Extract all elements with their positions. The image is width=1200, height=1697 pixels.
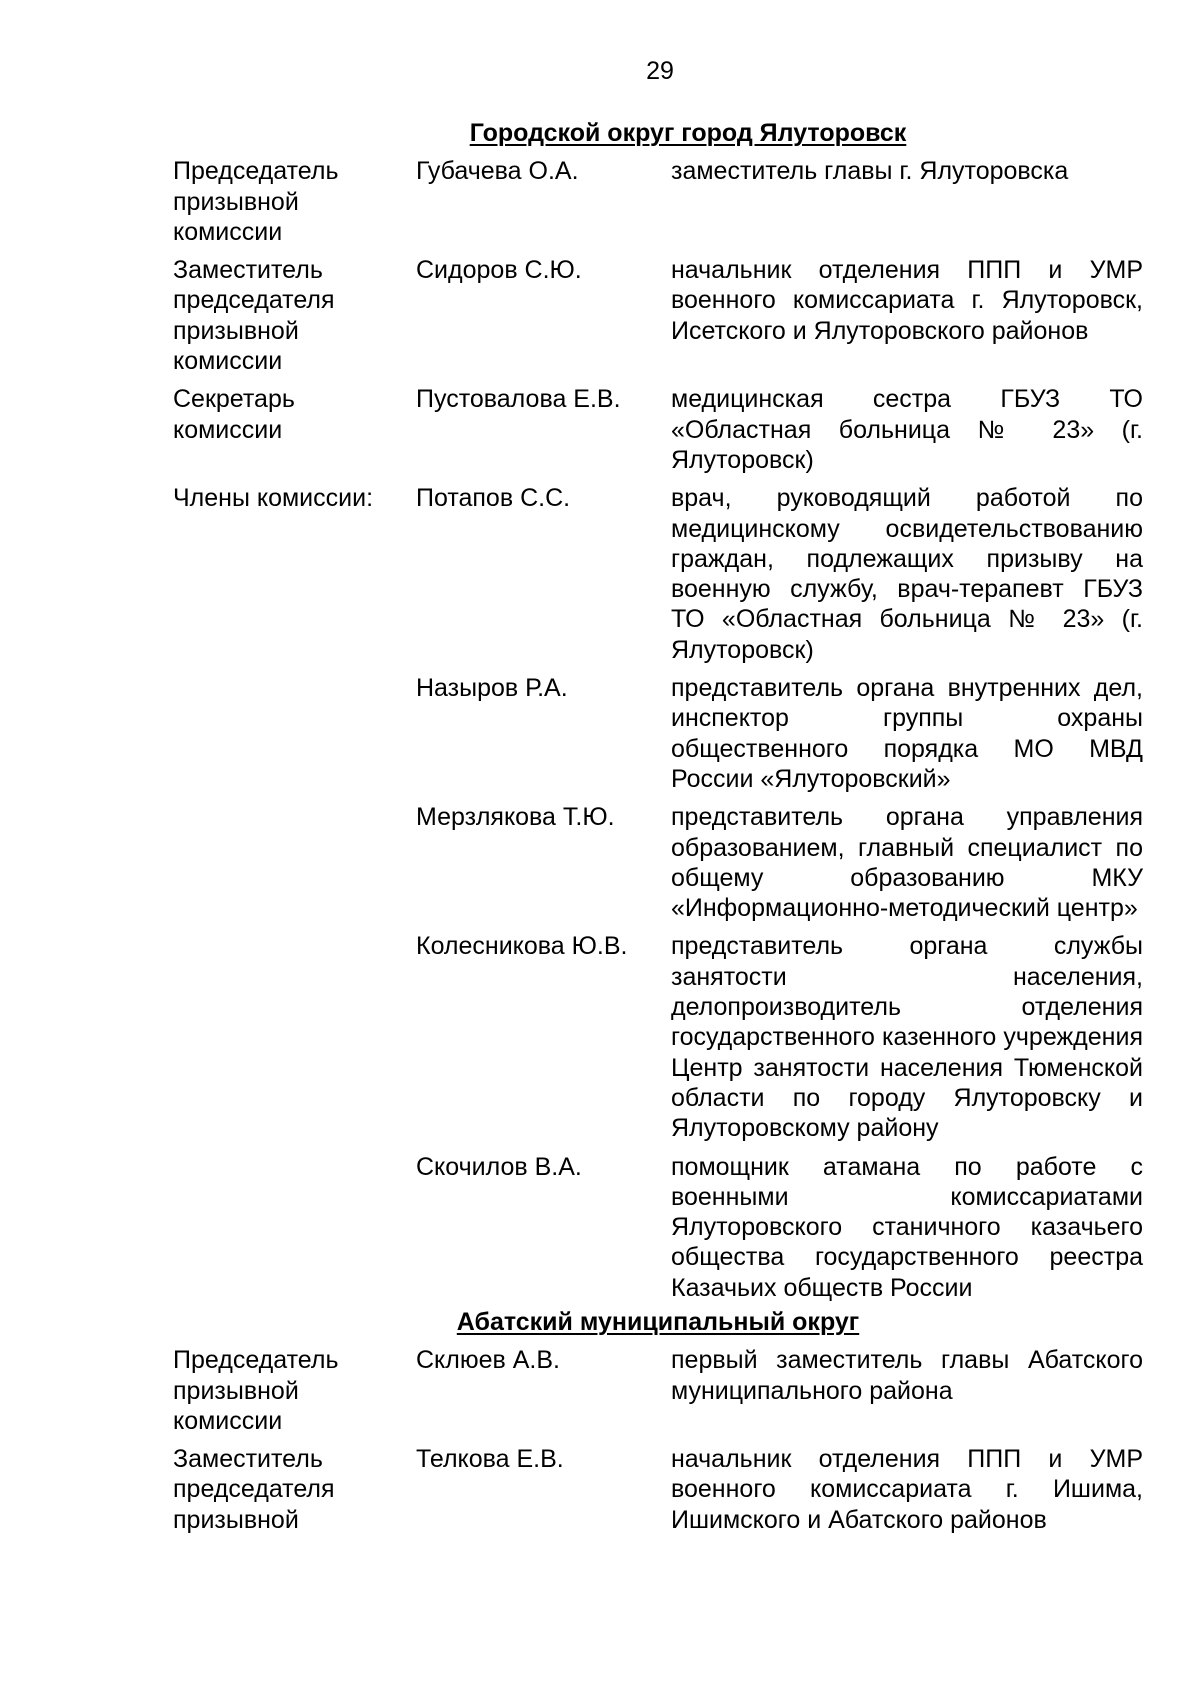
commission-row: [173, 802, 1143, 923]
member-name: Колесникова Ю.В.: [416, 932, 628, 961]
role-label: Председатель призывной комиссии: [173, 157, 339, 246]
member-position: медицинская сестра ГБУЗ ТО «Областная больница № 23» (г. Ялуторовск): [671, 385, 1143, 474]
member-position: заместитель главы г. Ялуторовска: [671, 157, 1069, 186]
role-label: Заместитель председателя призывной комиссии: [173, 256, 335, 376]
member-name: Мерзлякова Т.Ю.: [416, 803, 615, 832]
commission-row: [173, 384, 1143, 475]
member-name: Склюев А.В.: [416, 1346, 560, 1375]
member-position: врач, руководящий работой по медицинскому освидетельствованию граждан, подлежащих призыву на военную службу, врач-терапевт ГБУЗ ТО «Областная больница № 23» (г. Ялуторовск): [671, 484, 1143, 664]
commission-row: [173, 673, 1143, 794]
page-number: 29: [646, 57, 674, 85]
member-position: представитель органа службы занятости населения, делопроизводитель отделения государственного казенного учреждения Центр занятости населения Тюменской области по городу Ялуторовску и Ялуторовскому району: [671, 932, 1143, 1143]
section-yalutorovsk: [173, 118, 1143, 1303]
commission-row: [173, 931, 1143, 1143]
member-position: представитель органа управления образованием, главный специалист по общему образованию МКУ «Информационно-методический центр»: [671, 803, 1143, 923]
commission-row: [173, 1444, 1143, 1535]
role-label: Секретарь комиссии: [173, 385, 295, 444]
member-position: представитель органа внутренних дел, инспектор группы охраны общественного порядка МО МВД России «Ялуторовский»: [671, 674, 1143, 793]
section-title: Городской округ город Ялуторовск: [469, 119, 907, 147]
member-name: Губачева О.А.: [416, 157, 579, 186]
member-name: Телкова Е.В.: [416, 1445, 564, 1474]
member-name: Потапов С.С.: [416, 484, 571, 513]
section-title: Абатский муниципальный округ: [456, 1307, 860, 1336]
document-body: [173, 118, 1143, 1535]
role-label: Председатель призывной комиссии: [173, 1346, 339, 1435]
member-name: Скочилов В.А.: [416, 1152, 582, 1181]
section-abatsky: [173, 1307, 1143, 1535]
commission-row: [173, 156, 1143, 247]
member-position: помощник атамана по работе с военными комиссариатами Ялуторовского станичного казачьего общества государственного реестра Казачьих обществ России: [671, 1152, 1143, 1302]
role-label: [173, 673, 416, 794]
member-name: Сидоров С.Ю.: [416, 256, 582, 285]
member-position: начальник отделения ППП и УМР военного комиссариата г. Ишима, Ишимского и Абатского районов: [671, 1445, 1143, 1534]
commission-row: [173, 483, 1143, 665]
role-label: [173, 802, 416, 923]
member-name: Назыров Р.А.: [416, 674, 568, 703]
member-name: Пустовалова Е.В.: [416, 385, 621, 414]
role-label: Члены комиссии:: [173, 484, 374, 513]
commission-row: [173, 1345, 1143, 1436]
role-label: [173, 931, 416, 1143]
commission-row: [173, 1152, 1143, 1303]
member-position: начальник отделения ППП и УМР военного комиссариата г. Ялуторовск, Исетского и Ялуторовского районов: [671, 256, 1143, 345]
role-label: [173, 1152, 416, 1303]
commission-row: [173, 255, 1143, 376]
role-label: Заместитель председателя призывной: [173, 1445, 335, 1534]
member-position: первый заместитель главы Абатского муниципального района: [671, 1346, 1143, 1405]
